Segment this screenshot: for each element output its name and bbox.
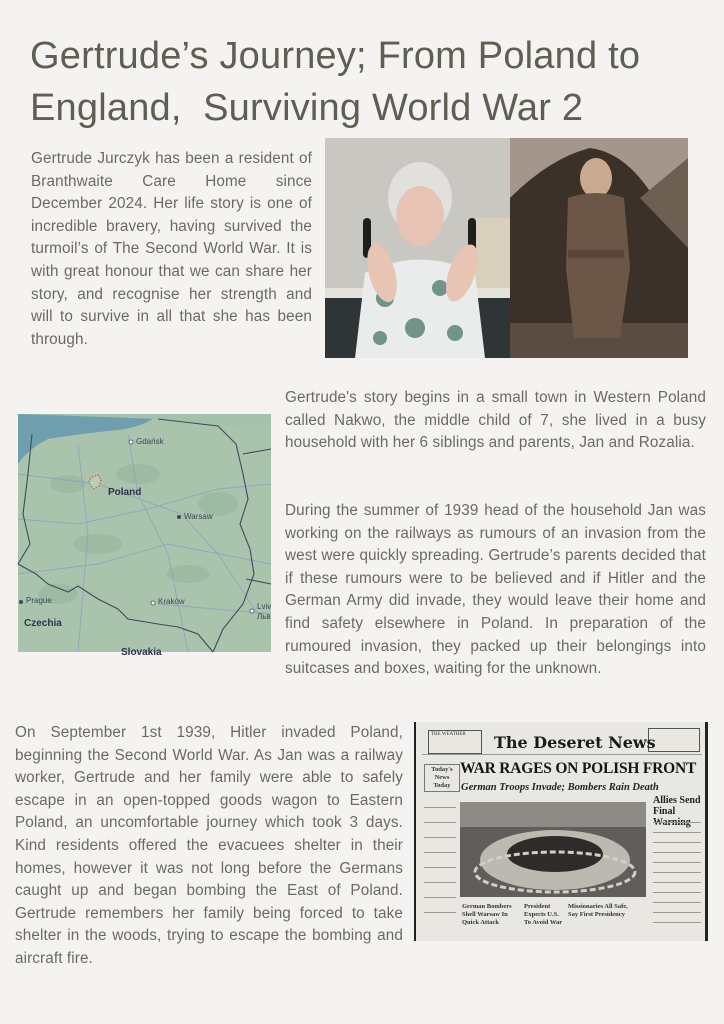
newspaper-text-line — [653, 842, 701, 843]
newspaper-photo — [460, 802, 646, 897]
newspaper-text-line — [653, 852, 701, 853]
newspaper-bottom-headline-2: President Expects U.S. To Avoid War — [524, 903, 563, 926]
newspaper-text-line — [653, 902, 701, 903]
page-title — [30, 30, 720, 134]
newspaper-bottom-headline-1: German Bombers Shell Warsaw In Quick Attack — [462, 903, 512, 926]
newspaper-text-line — [653, 872, 701, 873]
newspaper-text-line — [653, 862, 701, 863]
newspaper-masthead: The Deseret News — [494, 733, 656, 752]
intro-paragraph: Gertrude Jurczyk has been a resident of Branthwaite Care Home since December 2024. Her life story is one of incredible bravery, having survived the turmoil’s of The Second World War. It is with great honour that we can share her story, and recognise her strength and will to survive in all that she has been through. — [31, 150, 312, 348]
newspaper-text-line — [424, 822, 456, 823]
newspaper-text-line — [653, 892, 701, 893]
newspaper-text-line — [653, 912, 701, 913]
newspaper-todays-news: Today's News Today — [424, 764, 460, 792]
summer-1939-paragraph: During the summer of 1939 head of the household Jan was working on the railways as rumours of an invasion from the west were quickly spreading. Gertrude’s parents decided that if these rumours were to be believed and if Hitler and the German Army did invade, they would leave their home and find safety elsewhere in Poland. In preparation of the rumoured invasion, they packed up their belongings into suitcases and boxes, waiting for the unknown. — [285, 502, 706, 678]
map-label-czechia: Czechia — [24, 618, 62, 629]
photo-gertrude-young-art — [510, 138, 688, 358]
newspaper-clipping — [414, 722, 708, 941]
newspaper-weather-label: THE WEATHER — [431, 732, 466, 737]
map-label-poland: Poland — [108, 487, 142, 498]
newspaper-text-line — [424, 912, 456, 913]
newspaper-text-line — [424, 852, 456, 853]
newspaper-rule — [422, 754, 702, 755]
photo-gertrude-young — [510, 138, 688, 358]
origins-paragraph: Gertrude's story begins in a small town in Western Poland called Nakwo, the middle child of 7, she lived in a busy household with her 6 siblings and parents, Jan and Rozalia. — [285, 389, 706, 452]
newspaper-text-line — [424, 882, 456, 883]
newspaper-text-line — [653, 882, 701, 883]
newspaper-text-line — [424, 807, 456, 808]
poland-map — [18, 414, 272, 658]
newspaper-corner-box — [648, 728, 700, 752]
newspaper-subheadline: German Troops Invade; Bombers Rain Death — [461, 782, 659, 793]
title-line-2: England, Surviving World War 2 — [30, 87, 584, 129]
newspaper-bottom-headline-3: Missionaries All Safe, Say First Presidency — [568, 903, 628, 918]
map-label-lviv-cyrillic: Льв — [257, 612, 271, 621]
map-label-slovakia: Slovakia — [121, 647, 162, 658]
newspaper-headline: WAR RAGES ON POLISH FRONT — [460, 760, 697, 777]
newspaper-text-line — [653, 832, 701, 833]
newspaper-text-line — [424, 837, 456, 838]
photo-pair — [325, 138, 688, 358]
map-label-gdansk: Gdańsk — [136, 437, 164, 446]
title-line-1: Gertrude’s Journey; From Poland to — [30, 35, 641, 77]
newspaper-text-line — [424, 897, 456, 898]
newspaper-text-line — [653, 822, 701, 823]
map-label-warsaw: Warsaw — [184, 512, 213, 521]
newspaper-text-line — [424, 867, 456, 868]
map-label-prague: Prague — [26, 596, 52, 605]
map-label-krakow: Kraków — [158, 597, 185, 606]
photo-gertrude-present — [325, 138, 510, 358]
map-label-lviv: Lviv — [257, 602, 272, 611]
newspaper-weather-box — [428, 730, 482, 754]
photo-gertrude-present-art — [325, 138, 510, 358]
newspaper-photo-art — [460, 802, 646, 897]
newspaper-side-headline: Allies Send Final — [653, 795, 701, 817]
invasion-paragraph: On September 1st 1939, Hitler invaded Poland, beginning the Second World War. As Jan was a railway worker, Gertrude and her family were able to safely escape in an open-topped goods wagon to Eastern Poland, an uncomfortable journey which took 3 days. Kind residents offered the evacuees shelter in their homes, however it was not long before the Germans caught up and began bombing the East of Poland. Gertrude remembers her family being forced to take shelter in the woods, trying to escape the bombing and aircraft fire. — [15, 724, 403, 967]
newspaper-text-line — [653, 922, 701, 923]
map-art — [18, 414, 271, 652]
